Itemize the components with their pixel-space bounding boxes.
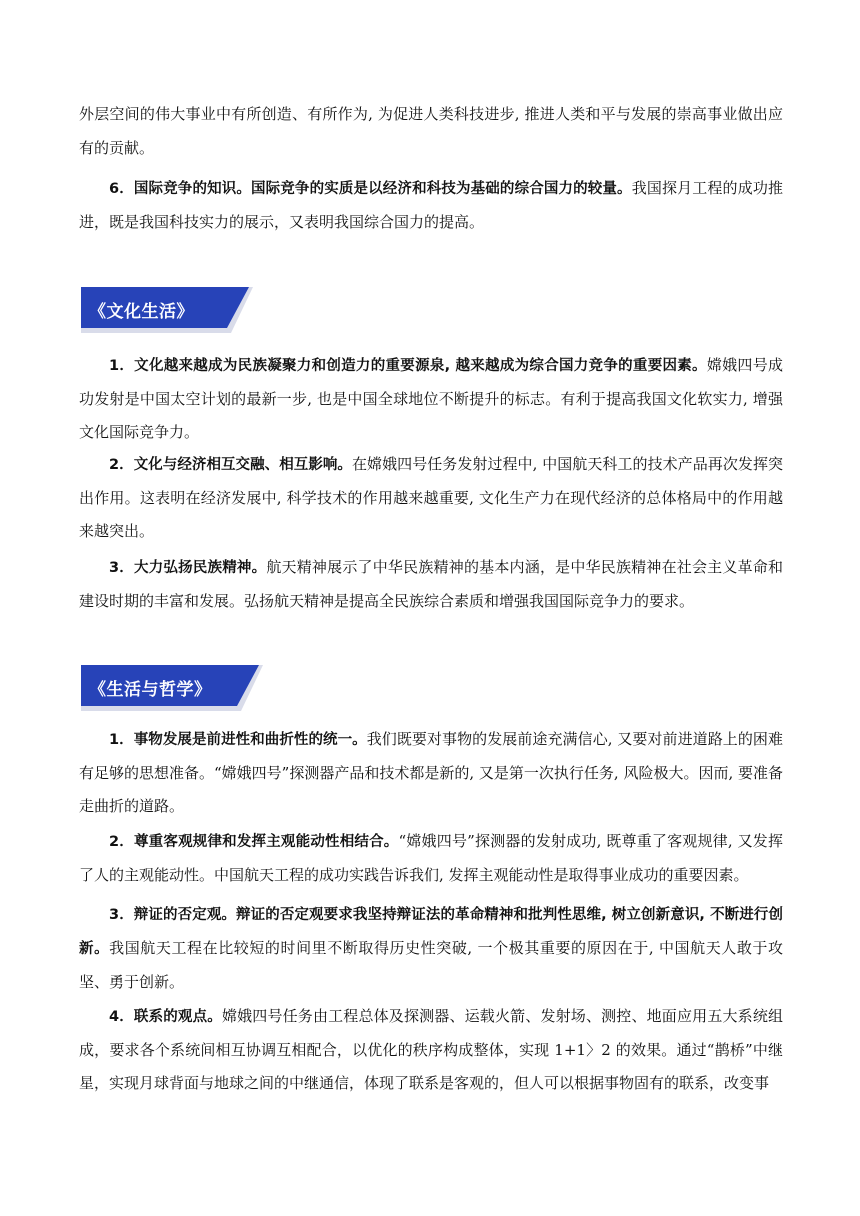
section-banner-philosophy xyxy=(81,665,267,711)
section-title: 《文化生活》 xyxy=(89,302,194,322)
paragraph-bold: 6．国际竞争的知识。国际竞争的实质是以经济和科技为基础的综合国力的较量。 xyxy=(109,181,632,197)
paragraph-philosophy-3 xyxy=(79,1000,783,1100)
paragraph-philosophy-1 xyxy=(79,825,783,892)
paragraph-bold: 4．联系的观点。 xyxy=(109,1009,222,1025)
paragraph-text: 我国探月工程的成功推进，既是我国科技实力的展示，又表明我国综合国力的提高。 xyxy=(79,179,783,231)
section-banner-culture xyxy=(81,287,267,333)
paragraph-text: 我们既要对事物的发展前途充满信心, 又要对前进道路上的困难有足够的思想准备。“嫦娥四号”探测器产品和技术都是新的, 又是第一次执行任务, 风险极大。因而, 要准备走曲折的道路。 xyxy=(79,730,783,815)
paragraph-bold: 3．辩证的否定观。辩证的否定观要求我坚持辩证法的革命精神和批判性思维, 树立创新意识, 不断进行创新。 xyxy=(79,907,783,957)
paragraph-bold: 1．文化越来越成为民族凝聚力和创造力的重要源泉, 越来越成为综合国力竞争的重要因素。 xyxy=(109,358,707,374)
paragraph-culture-1 xyxy=(79,448,783,548)
paragraph-bold: 3．大力弘扬民族精神。 xyxy=(109,560,267,576)
paragraph-culture-0 xyxy=(79,349,783,449)
paragraph-text: 在嫦娥四号任务发射过程中, 中国航天科工的技术产品再次发挥突出作用。这表明在经济发展中, 科学技术的作用越来越重要, 文化生产力在现代经济的总体格局中的作用越来越突出。 xyxy=(79,455,783,540)
paragraph-text: 嫦娥四号任务由工程总体及探测器、运载火箭、发射场、测控、地面应用五大系统组成，要求各个系统间相互协调互相配合，以优化的秩序构成整体，实现 1+1〉2 的效果。通过“鹊桥”中继星，实现月球背面与地球之间的中继通信，体现了联系是客观的，但人可以根据事物固有的联系，改变事 xyxy=(79,1007,783,1092)
paragraph-bold: 2．尊重客观规律和发挥主观能动性相结合。 xyxy=(109,834,399,850)
paragraph-top-1 xyxy=(79,172,783,239)
paragraph-culture-2 xyxy=(79,551,783,618)
paragraph-bold: 2．文化与经济相互交融、相互影响。 xyxy=(109,457,352,473)
paragraph-text: 嫦娥四号成功发射是中国太空计划的最新一步, 也是中国全球地位不断提升的标志。有利于提高我国文化软实力, 增强文化国际竞争力。 xyxy=(79,356,783,441)
paragraph-philosophy-2 xyxy=(79,898,783,999)
paragraph-text: “嫦娥四号”探测器的发射成功, 既尊重了客观规律, 又发挥了人的主观能动性。中国航天工程的成功实践告诉我们, 发挥主观能动性是取得事业成功的重要因素。 xyxy=(79,832,783,884)
paragraph-text: 外层空间的伟大事业中有所创造、有所作为, 为促进人类科技进步, 推进人类和平与发展的崇高事业做出应有的贡献。 xyxy=(79,105,783,157)
section-title: 《生活与哲学》 xyxy=(89,680,212,700)
paragraph-bold: 1．事物发展是前进性和曲折性的统一。 xyxy=(109,732,367,748)
paragraph-text: 航天精神展示了中华民族精神的基本内涵，是中华民族精神在社会主义革命和建设时期的丰富和发展。弘扬航天精神是提高全民族综合素质和增强我国国际竞争力的要求。 xyxy=(79,558,783,610)
paragraph-text: 我国航天工程在比较短的时间里不断取得历史性突破, 一个极其重要的原因在于, 中国航天人敢于攻坚、勇于创新。 xyxy=(79,939,784,991)
paragraph-top-0 xyxy=(79,98,783,165)
paragraph-philosophy-0 xyxy=(79,723,783,823)
